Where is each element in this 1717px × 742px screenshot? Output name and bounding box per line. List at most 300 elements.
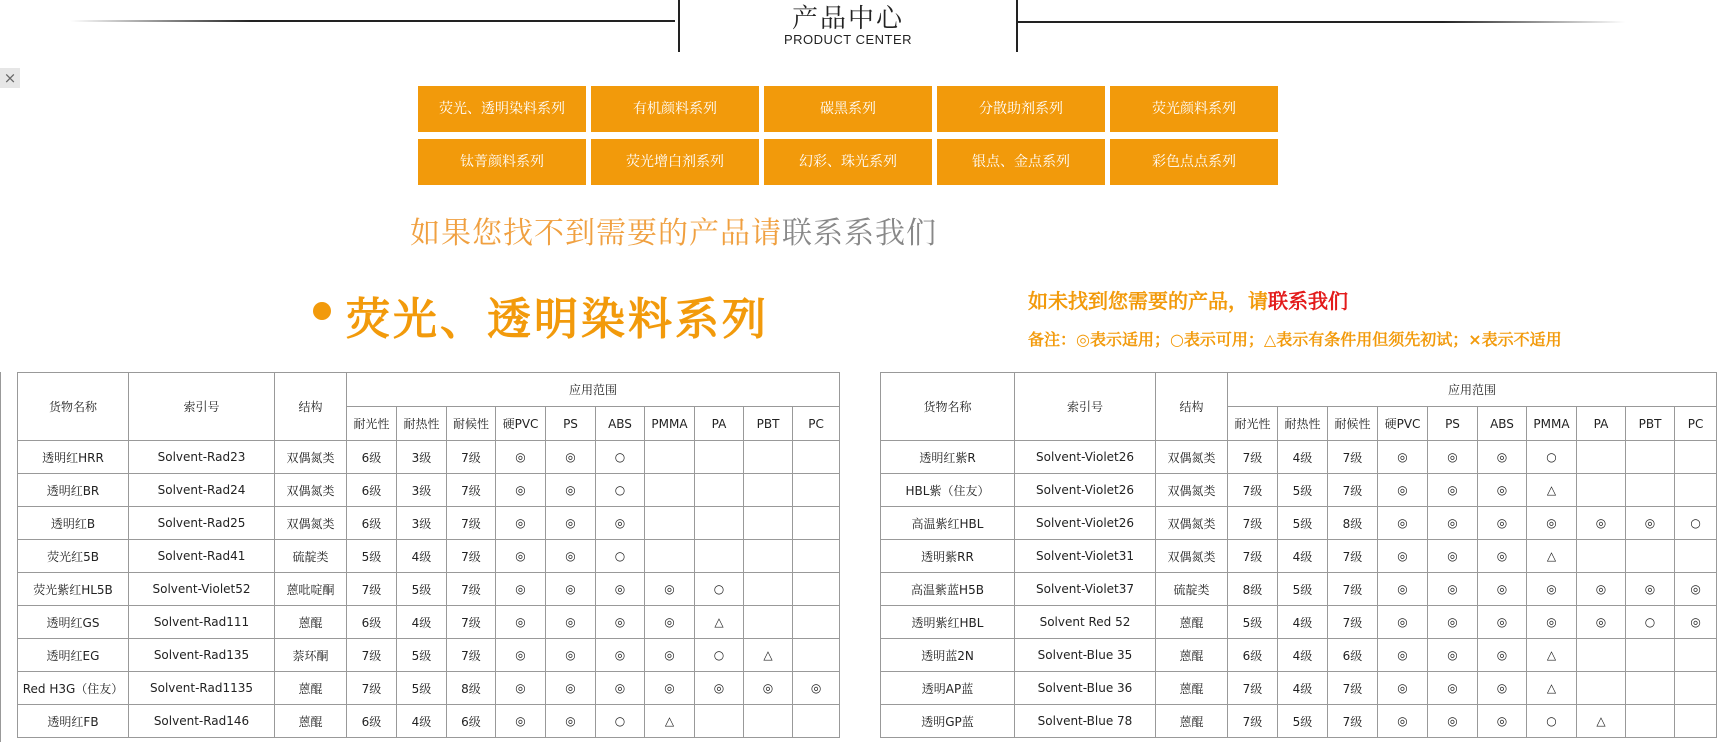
product-table-left bbox=[17, 372, 840, 738]
table-cell: 3级 bbox=[397, 474, 447, 507]
bullet-icon bbox=[313, 302, 331, 320]
table-cell bbox=[1626, 672, 1675, 705]
table-cell: ◎ bbox=[1428, 639, 1478, 672]
table-cell: 6级 bbox=[347, 705, 397, 738]
table-cell: ◎ bbox=[546, 639, 596, 672]
table-cell bbox=[793, 507, 840, 540]
table-cell: 5级 bbox=[1228, 606, 1278, 639]
table-cell: △ bbox=[1577, 705, 1626, 738]
table-cell bbox=[1626, 474, 1675, 507]
table-cell: 4级 bbox=[397, 540, 447, 573]
table-cell: ◎ bbox=[645, 573, 695, 606]
page-subtitle: PRODUCT CENTER bbox=[783, 32, 913, 47]
category-button-3[interactable]: 碳黑系列 bbox=[764, 86, 932, 132]
header-name: 货物名称 bbox=[18, 373, 129, 441]
table-cell: 6级 bbox=[347, 606, 397, 639]
contact-us-link[interactable]: 联系系我们 bbox=[782, 216, 937, 251]
table-cell bbox=[793, 540, 840, 573]
header-structure: 结构 bbox=[275, 373, 347, 441]
table-cell: 5级 bbox=[397, 573, 447, 606]
table-row bbox=[881, 705, 1717, 738]
table-cell bbox=[1675, 639, 1717, 672]
table-cell: Solvent-Blue 35 bbox=[1015, 639, 1156, 672]
table-cell: ◎ bbox=[744, 672, 793, 705]
table-cell bbox=[695, 705, 744, 738]
table-cell: Solvent-Rad24 bbox=[129, 474, 275, 507]
table-cell bbox=[793, 441, 840, 474]
category-button-6[interactable]: 钛菁颜料系列 bbox=[418, 139, 586, 185]
table-cell: △ bbox=[1527, 540, 1577, 573]
table-cell: 6级 bbox=[1228, 639, 1278, 672]
table-cell: 7级 bbox=[1328, 540, 1378, 573]
table-cell: 硫靛类 bbox=[275, 540, 347, 573]
table-cell: Solvent-Violet26 bbox=[1015, 474, 1156, 507]
table-cell: ◎ bbox=[1675, 606, 1717, 639]
table-cell: 7级 bbox=[1228, 507, 1278, 540]
table-cell: ○ bbox=[1626, 606, 1675, 639]
table-cell: ◎ bbox=[496, 540, 546, 573]
table-cell: ◎ bbox=[496, 573, 546, 606]
table-cell: 双偶氮类 bbox=[1156, 507, 1228, 540]
table-cell: 透明AP蓝 bbox=[881, 672, 1015, 705]
contact-note-link[interactable]: 联系我们 bbox=[1268, 289, 1348, 313]
table-cell: ○ bbox=[695, 639, 744, 672]
header-col: PC bbox=[1675, 407, 1717, 441]
table-cell: Solvent-Violet26 bbox=[1015, 441, 1156, 474]
table-cell: ◎ bbox=[1378, 474, 1428, 507]
table-cell: ◎ bbox=[496, 672, 546, 705]
header-col: 耐候性 bbox=[447, 407, 496, 441]
table-cell: ◎ bbox=[645, 639, 695, 672]
table-cell: 7级 bbox=[447, 474, 496, 507]
table-cell: ◎ bbox=[546, 474, 596, 507]
table-cell: 7级 bbox=[1328, 573, 1378, 606]
table-cell: 双偶氮类 bbox=[1156, 474, 1228, 507]
table-cell bbox=[744, 540, 793, 573]
table-row bbox=[18, 507, 840, 540]
table-cell bbox=[793, 606, 840, 639]
table-cell: 4级 bbox=[1278, 540, 1328, 573]
table-cell bbox=[744, 474, 793, 507]
table-cell: ◎ bbox=[1378, 441, 1428, 474]
table-cell: 透明紫红HBL bbox=[881, 606, 1015, 639]
table-cell: ◎ bbox=[1378, 507, 1428, 540]
table-row bbox=[18, 606, 840, 639]
header-col: PA bbox=[1577, 407, 1626, 441]
series-title: 荧光、透明染料系列 bbox=[346, 294, 769, 345]
table-cell: ○ bbox=[596, 474, 645, 507]
table-cell: 4级 bbox=[1278, 606, 1328, 639]
table-cell: 4级 bbox=[397, 606, 447, 639]
table-cell bbox=[1626, 540, 1675, 573]
table-cell: 3级 bbox=[397, 441, 447, 474]
table-row bbox=[18, 474, 840, 507]
page-title: 产品中心 bbox=[791, 4, 904, 34]
table-cell: 透明红GS bbox=[18, 606, 129, 639]
header-name: 货物名称 bbox=[881, 373, 1015, 441]
table-cell: Solvent-Rad111 bbox=[129, 606, 275, 639]
table-row bbox=[881, 672, 1717, 705]
table-row bbox=[18, 705, 840, 738]
table-cell: 蒽吡啶酮 bbox=[275, 573, 347, 606]
table-cell: 透明紫RR bbox=[881, 540, 1015, 573]
header-line-right bbox=[1017, 21, 1625, 23]
table-cell: 7级 bbox=[447, 540, 496, 573]
table-cell: ◎ bbox=[695, 672, 744, 705]
header-range: 应用范围 bbox=[347, 373, 840, 407]
table-cell: Solvent-Blue 78 bbox=[1015, 705, 1156, 738]
table-cell: ◎ bbox=[1478, 507, 1527, 540]
table-cell: ◎ bbox=[1478, 573, 1527, 606]
table-cell: Solvent-Blue 36 bbox=[1015, 672, 1156, 705]
table-cell: △ bbox=[645, 705, 695, 738]
table-cell: ◎ bbox=[546, 540, 596, 573]
table-cell bbox=[1626, 639, 1675, 672]
table-cell: ◎ bbox=[1428, 507, 1478, 540]
table-cell: 8级 bbox=[1328, 507, 1378, 540]
table-cell bbox=[744, 705, 793, 738]
table-cell: ◎ bbox=[1478, 441, 1527, 474]
table-cell: 8级 bbox=[1228, 573, 1278, 606]
table-cell: Solvent Red 52 bbox=[1015, 606, 1156, 639]
table-cell bbox=[744, 441, 793, 474]
table-cell bbox=[1675, 441, 1717, 474]
table-cell bbox=[695, 441, 744, 474]
table-cell: Red H3G（住友） bbox=[18, 672, 129, 705]
header-line-left bbox=[70, 20, 675, 22]
table-body bbox=[18, 441, 840, 738]
contact-note bbox=[1028, 285, 1348, 314]
table-cell: ○ bbox=[596, 441, 645, 474]
table-cell: Solvent-Violet26 bbox=[1015, 507, 1156, 540]
table-cell: ◎ bbox=[1478, 606, 1527, 639]
table-cell: ◎ bbox=[1675, 573, 1717, 606]
table-cell: 8级 bbox=[447, 672, 496, 705]
table-cell: ◎ bbox=[596, 573, 645, 606]
table-cell: ◎ bbox=[1378, 540, 1428, 573]
close-button[interactable]: × bbox=[0, 68, 20, 88]
table-cell: 双偶氮类 bbox=[275, 474, 347, 507]
table-cell: 7级 bbox=[1228, 540, 1278, 573]
table-cell: 7级 bbox=[1228, 705, 1278, 738]
header-col: PA bbox=[695, 407, 744, 441]
table-row bbox=[881, 507, 1717, 540]
table-row bbox=[18, 573, 840, 606]
table-cell: ◎ bbox=[1428, 474, 1478, 507]
category-button-10[interactable]: 彩色点点系列 bbox=[1110, 139, 1278, 185]
table-cell: Solvent-Violet52 bbox=[129, 573, 275, 606]
table-cell: ◎ bbox=[1527, 507, 1577, 540]
table-cell: 4级 bbox=[397, 705, 447, 738]
category-button-1[interactable]: 荧光、透明染料系列 bbox=[418, 86, 586, 132]
table-cell: 硫靛类 bbox=[1156, 573, 1228, 606]
table-cell: 双偶氮类 bbox=[1156, 441, 1228, 474]
left-edge-line bbox=[0, 372, 1, 742]
header-col: 耐候性 bbox=[1328, 407, 1378, 441]
table-cell: 7级 bbox=[447, 507, 496, 540]
table-cell: ◎ bbox=[1378, 639, 1428, 672]
table-cell: 蒽醌 bbox=[275, 705, 347, 738]
table-cell: ◎ bbox=[1478, 639, 1527, 672]
table-cell bbox=[645, 540, 695, 573]
category-button-8[interactable]: 幻彩、珠光系列 bbox=[764, 139, 932, 185]
table-cell: ◎ bbox=[546, 573, 596, 606]
header-col: ABS bbox=[596, 407, 645, 441]
table-cell: ◎ bbox=[546, 606, 596, 639]
table-cell: 荧光紫红HL5B bbox=[18, 573, 129, 606]
table-cell: ◎ bbox=[1527, 606, 1577, 639]
contact-note-text: 如未找到您需要的产品，请 bbox=[1028, 289, 1268, 313]
category-button-9[interactable]: 银点、金点系列 bbox=[937, 139, 1105, 185]
table-cell: 5级 bbox=[1278, 507, 1328, 540]
header-col: PC bbox=[793, 407, 840, 441]
table-cell: 6级 bbox=[347, 474, 397, 507]
table-cell bbox=[1577, 540, 1626, 573]
table-cell: 5级 bbox=[1278, 705, 1328, 738]
table-cell: ◎ bbox=[1478, 705, 1527, 738]
table-cell: △ bbox=[1527, 672, 1577, 705]
table-cell: ◎ bbox=[596, 672, 645, 705]
table-cell: 蒽醌 bbox=[1156, 672, 1228, 705]
table-cell bbox=[1675, 540, 1717, 573]
header-col: 耐热性 bbox=[397, 407, 447, 441]
table-cell: ◎ bbox=[793, 672, 840, 705]
table-cell: ◎ bbox=[1378, 672, 1428, 705]
header-range: 应用范围 bbox=[1228, 373, 1717, 407]
table-cell: ◎ bbox=[645, 606, 695, 639]
table-cell: 7级 bbox=[347, 573, 397, 606]
header-col: PBT bbox=[1626, 407, 1675, 441]
table-cell bbox=[1577, 474, 1626, 507]
table-cell: 7级 bbox=[1328, 705, 1378, 738]
table-cell: 5级 bbox=[397, 672, 447, 705]
table-row bbox=[881, 606, 1717, 639]
table-cell bbox=[695, 507, 744, 540]
table-cell: 4级 bbox=[1278, 672, 1328, 705]
table-cell bbox=[1675, 474, 1717, 507]
table-cell: 5级 bbox=[1278, 573, 1328, 606]
table-cell: ◎ bbox=[1428, 606, 1478, 639]
table-cell bbox=[1675, 705, 1717, 738]
table-cell bbox=[645, 507, 695, 540]
table-cell: ○ bbox=[596, 540, 645, 573]
table-cell: 透明GP蓝 bbox=[881, 705, 1015, 738]
table-cell: Solvent-Rad1135 bbox=[129, 672, 275, 705]
table-cell: 5级 bbox=[397, 639, 447, 672]
table-cell: ◎ bbox=[596, 639, 645, 672]
header-col: 耐热性 bbox=[1278, 407, 1328, 441]
table-cell: 7级 bbox=[1228, 672, 1278, 705]
table-cell: ◎ bbox=[1478, 672, 1527, 705]
table-cell: ◎ bbox=[496, 606, 546, 639]
table-cell: ◎ bbox=[596, 606, 645, 639]
table-cell: ◎ bbox=[1428, 441, 1478, 474]
table-cell: △ bbox=[744, 639, 793, 672]
category-button-7[interactable]: 荧光增白剂系列 bbox=[591, 139, 759, 185]
table-cell: ◎ bbox=[1478, 540, 1527, 573]
header-col: 硬PVC bbox=[496, 407, 546, 441]
header-index: 索引号 bbox=[1015, 373, 1156, 441]
table-cell: ◎ bbox=[1527, 573, 1577, 606]
table-cell bbox=[1626, 705, 1675, 738]
table-cell: 7级 bbox=[447, 606, 496, 639]
table-cell: ◎ bbox=[546, 705, 596, 738]
header-col: PMMA bbox=[645, 407, 695, 441]
table-cell: △ bbox=[1527, 639, 1577, 672]
table-cell: 双偶氮类 bbox=[275, 441, 347, 474]
table-cell: ◎ bbox=[546, 441, 596, 474]
table-cell: 7级 bbox=[1328, 606, 1378, 639]
table-cell: Solvent-Rad23 bbox=[129, 441, 275, 474]
table-cell: ◎ bbox=[1577, 606, 1626, 639]
table-cell bbox=[793, 639, 840, 672]
header-col: PS bbox=[546, 407, 596, 441]
table-cell: ◎ bbox=[1378, 606, 1428, 639]
table-cell: ◎ bbox=[1626, 573, 1675, 606]
table-cell: ◎ bbox=[1428, 540, 1478, 573]
table-cell: ◎ bbox=[546, 507, 596, 540]
table-cell: 双偶氮类 bbox=[1156, 540, 1228, 573]
table-cell: ◎ bbox=[1428, 705, 1478, 738]
table-row bbox=[881, 573, 1717, 606]
table-cell: △ bbox=[1527, 474, 1577, 507]
table-cell: 蒽醌 bbox=[275, 672, 347, 705]
table-cell: 7级 bbox=[447, 441, 496, 474]
header-col: 耐光性 bbox=[1228, 407, 1278, 441]
table-cell bbox=[1577, 639, 1626, 672]
table-cell: 荧光红5B bbox=[18, 540, 129, 573]
table-cell: ◎ bbox=[1577, 507, 1626, 540]
table-cell: ◎ bbox=[1428, 672, 1478, 705]
table-cell: ◎ bbox=[596, 507, 645, 540]
table-cell bbox=[744, 573, 793, 606]
table-cell: 蒽醌 bbox=[275, 606, 347, 639]
table-cell: 5级 bbox=[347, 540, 397, 573]
table-row bbox=[18, 441, 840, 474]
table-cell: 6级 bbox=[1328, 639, 1378, 672]
table-cell: 透明红BR bbox=[18, 474, 129, 507]
table-cell: ◎ bbox=[1378, 705, 1428, 738]
table-cell bbox=[793, 573, 840, 606]
table-cell: 透明红B bbox=[18, 507, 129, 540]
table-cell bbox=[695, 540, 744, 573]
header-col: 硬PVC bbox=[1378, 407, 1428, 441]
category-button-2[interactable]: 有机颜料系列 bbox=[591, 86, 759, 132]
header-col: PBT bbox=[744, 407, 793, 441]
table-cell: ◎ bbox=[496, 507, 546, 540]
table-cell bbox=[1675, 672, 1717, 705]
table-cell: 7级 bbox=[1228, 474, 1278, 507]
table-cell: Solvent-Rad25 bbox=[129, 507, 275, 540]
table-cell: 5级 bbox=[1278, 474, 1328, 507]
table-row bbox=[18, 672, 840, 705]
table-cell: 6级 bbox=[347, 441, 397, 474]
table-cell: 7级 bbox=[1328, 474, 1378, 507]
table-cell: Solvent-Rad146 bbox=[129, 705, 275, 738]
table-cell: ◎ bbox=[546, 672, 596, 705]
table-body bbox=[881, 441, 1717, 738]
table-cell: 高温紫蓝H5B bbox=[881, 573, 1015, 606]
table-row bbox=[18, 639, 840, 672]
table-cell: ○ bbox=[1527, 705, 1577, 738]
not-found-banner bbox=[410, 208, 937, 252]
table-cell: 3级 bbox=[397, 507, 447, 540]
table-cell: ○ bbox=[1527, 441, 1577, 474]
header-index: 索引号 bbox=[129, 373, 275, 441]
table-cell: 7级 bbox=[1328, 672, 1378, 705]
table-cell: 6级 bbox=[347, 507, 397, 540]
table-cell bbox=[793, 474, 840, 507]
table-cell: 7级 bbox=[447, 573, 496, 606]
table-row bbox=[18, 540, 840, 573]
table-cell: ○ bbox=[695, 573, 744, 606]
table-cell: 7级 bbox=[1328, 441, 1378, 474]
table-cell: ◎ bbox=[496, 705, 546, 738]
table-cell: △ bbox=[695, 606, 744, 639]
table-row bbox=[881, 639, 1717, 672]
table-cell bbox=[744, 606, 793, 639]
table-cell: ◎ bbox=[496, 474, 546, 507]
table-cell: 透明红EG bbox=[18, 639, 129, 672]
table-cell: ◎ bbox=[1626, 507, 1675, 540]
table-cell: ◎ bbox=[1478, 474, 1527, 507]
table-cell: 萘环酮 bbox=[275, 639, 347, 672]
table-cell bbox=[645, 441, 695, 474]
table-cell: Solvent-Rad135 bbox=[129, 639, 275, 672]
not-found-text: 如果您找不到需要的产品请 bbox=[410, 216, 782, 251]
category-button-4[interactable]: 分散助剂系列 bbox=[937, 86, 1105, 132]
table-cell: ◎ bbox=[1428, 573, 1478, 606]
table-cell: 透明红紫R bbox=[881, 441, 1015, 474]
table-row bbox=[881, 474, 1717, 507]
table-cell: Solvent-Violet37 bbox=[1015, 573, 1156, 606]
table-cell: ◎ bbox=[496, 639, 546, 672]
table-cell: ○ bbox=[596, 705, 645, 738]
table-cell: 4级 bbox=[1278, 639, 1328, 672]
table-cell: Solvent-Rad41 bbox=[129, 540, 275, 573]
table-cell: 透明蓝2N bbox=[881, 639, 1015, 672]
table-cell: 4级 bbox=[1278, 441, 1328, 474]
table-cell: 7级 bbox=[347, 672, 397, 705]
table-cell: 蒽醌 bbox=[1156, 606, 1228, 639]
table-cell: ◎ bbox=[496, 441, 546, 474]
category-button-5[interactable]: 荧光颜料系列 bbox=[1110, 86, 1278, 132]
table-cell: 蒽醌 bbox=[1156, 705, 1228, 738]
table-cell: 双偶氮类 bbox=[275, 507, 347, 540]
header-col: ABS bbox=[1478, 407, 1527, 441]
header-col: 耐光性 bbox=[347, 407, 397, 441]
table-cell: 透明红HRR bbox=[18, 441, 129, 474]
table-cell bbox=[645, 474, 695, 507]
table-cell: 7级 bbox=[447, 639, 496, 672]
table-cell: HBL紫（住友） bbox=[881, 474, 1015, 507]
table-row bbox=[881, 540, 1717, 573]
table-cell bbox=[744, 507, 793, 540]
table-cell: ◎ bbox=[1577, 573, 1626, 606]
table-cell bbox=[1577, 441, 1626, 474]
table-cell: 7级 bbox=[347, 639, 397, 672]
table-cell: ◎ bbox=[645, 672, 695, 705]
legend-note: 备注：◎表示适用；○表示可用；△表示有条件用但须先初试；×表示不适用 bbox=[1028, 330, 1562, 349]
table-cell bbox=[695, 474, 744, 507]
table-cell bbox=[1626, 441, 1675, 474]
table-cell bbox=[793, 705, 840, 738]
table-cell: 透明红FB bbox=[18, 705, 129, 738]
table-cell: 7级 bbox=[1228, 441, 1278, 474]
table-row bbox=[881, 441, 1717, 474]
table-cell: 6级 bbox=[447, 705, 496, 738]
table-cell bbox=[1577, 672, 1626, 705]
